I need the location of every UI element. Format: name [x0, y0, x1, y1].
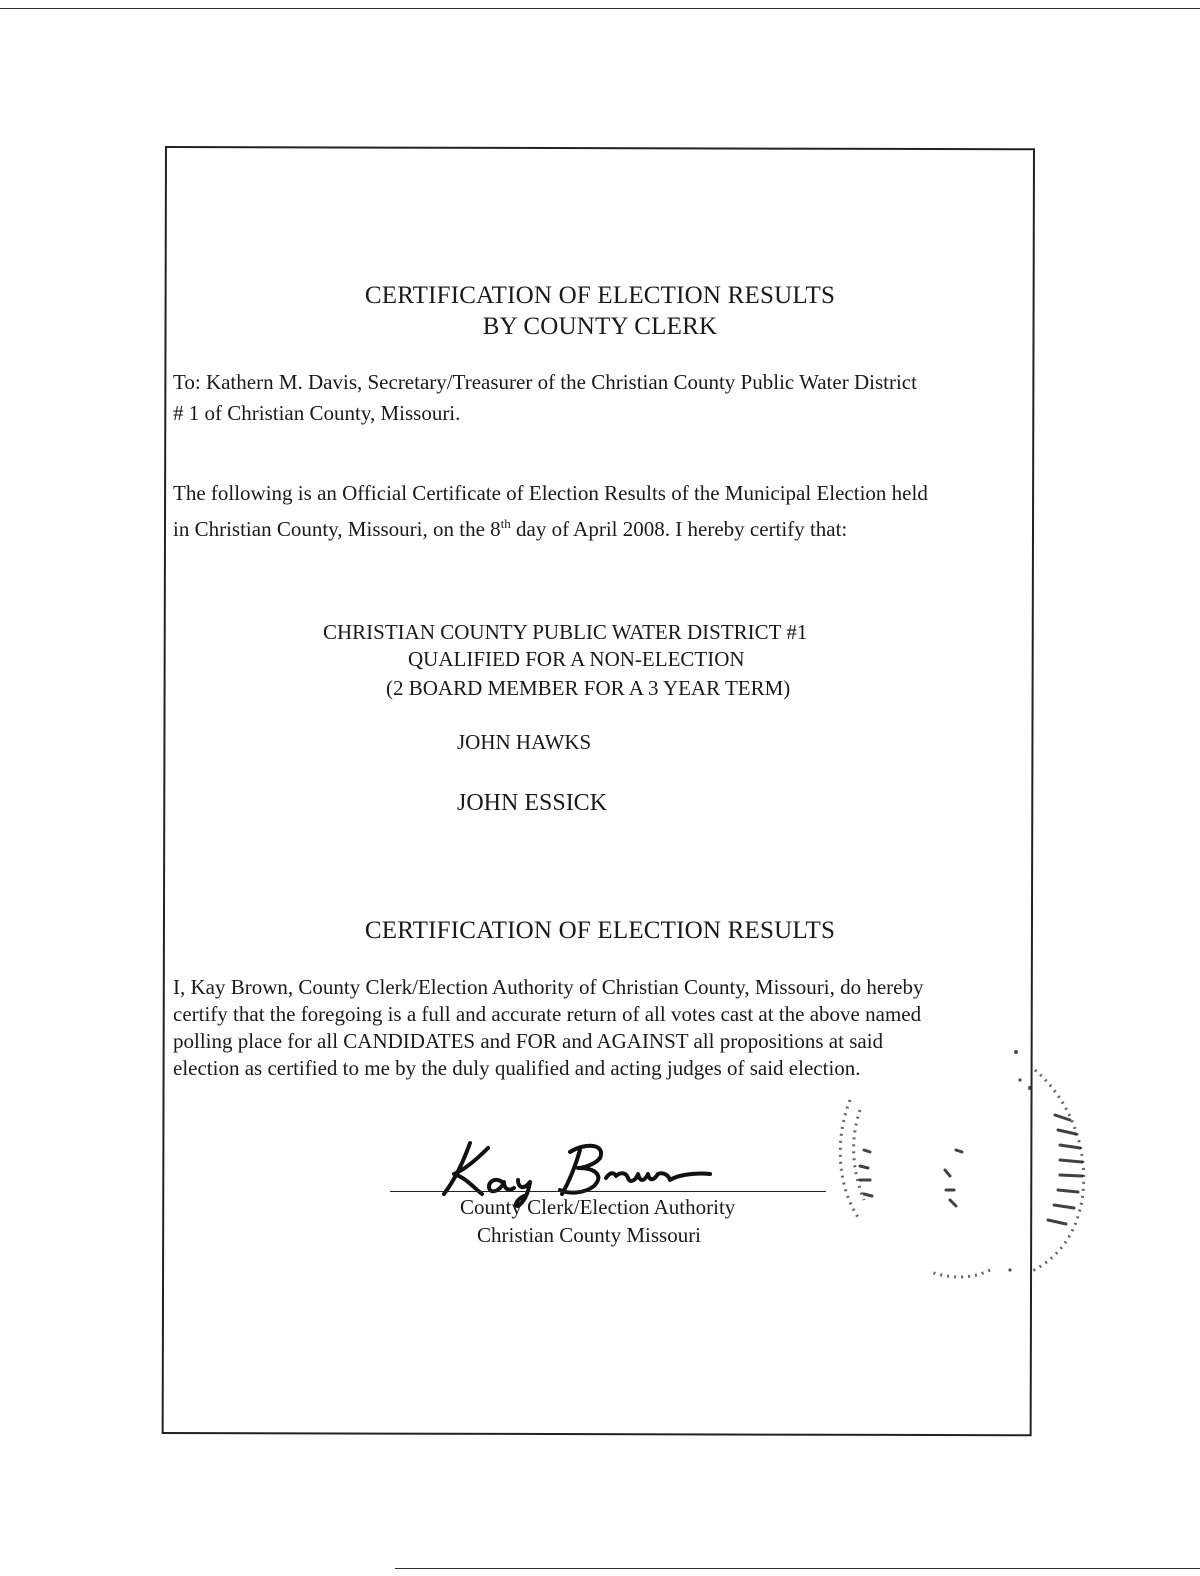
intro-line-1: The following is an Official Certificate of Election Results of the Municipal Election held	[173, 481, 928, 505]
signatory-jurisdiction: Christian County Missouri	[477, 1223, 702, 1247]
candidate-name: JOHN ESSICK	[457, 790, 608, 816]
certification-line-2: certify that the foregoing is a full and accurate return of all votes cast at the above named	[173, 1002, 922, 1026]
intro-line-2-part-1: in Christian County, Missouri, on the 8	[173, 517, 501, 541]
addressee-line-2: # 1 of Christian County, Missouri.	[173, 401, 461, 425]
signatory-title: County Clerk/Election Authority	[460, 1195, 736, 1219]
certification-heading: CERTIFICATION OF ELECTION RESULTS	[364, 917, 836, 944]
candidate-name: JOHN HAWKS	[457, 730, 592, 754]
top-scan-rule	[0, 8, 1200, 9]
county-seal-stamp	[820, 1040, 1110, 1290]
intro-line-2	[173, 510, 847, 543]
qualification-status: QUALIFIED FOR A NON-ELECTION	[408, 647, 745, 671]
signature-line	[390, 1191, 826, 1192]
ordinal-suffix: th	[500, 516, 511, 531]
document-title: CERTIFICATION OF ELECTION RESULTS	[364, 282, 836, 309]
certification-line-1: I, Kay Brown, County Clerk/Election Authority of Christian County, Missouri, do hereby	[173, 975, 924, 999]
bottom-scan-rule	[395, 1568, 1200, 1569]
district-name: CHRISTIAN COUNTY PUBLIC WATER DISTRICT #1	[323, 620, 808, 644]
intro-line-2-part-2: day of April 2008. I hereby certify that:	[510, 517, 848, 541]
addressee-line-1: To: Kathern M. Davis, Secretary/Treasurer of the Christian County Public Water District	[173, 370, 917, 394]
term-description: (2 BOARD MEMBER FOR A 3 YEAR TERM)	[386, 676, 791, 700]
document-subtitle: BY COUNTY CLERK	[482, 313, 718, 340]
certification-line-3: polling place for all CANDIDATES and FOR and AGAINST all propositions at said	[173, 1029, 884, 1053]
certification-line-4: election as certified to me by the duly qualified and acting judges of said election.	[173, 1056, 861, 1080]
